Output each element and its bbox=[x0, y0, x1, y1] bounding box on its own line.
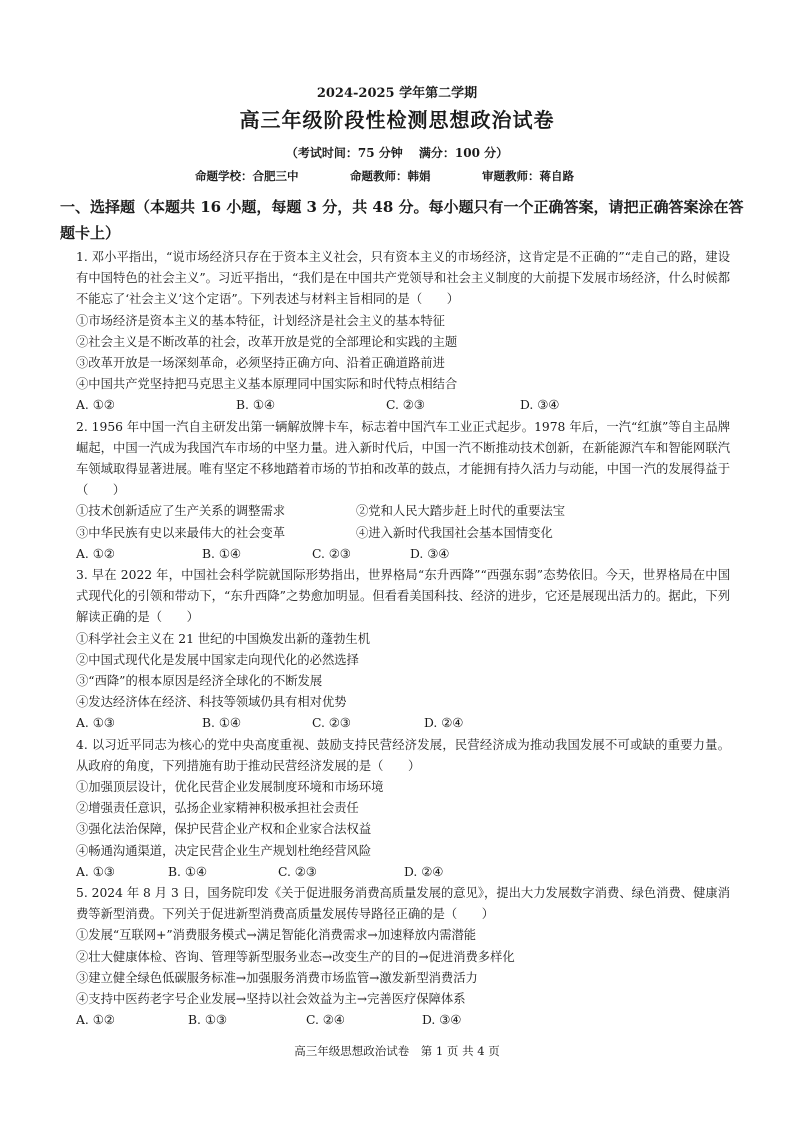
option-a[interactable]: A. ①③ bbox=[76, 716, 115, 731]
option-d[interactable]: D. ③④ bbox=[422, 1013, 462, 1028]
author-school: 命题学校：合肥三中 bbox=[195, 169, 299, 183]
question-stem: 5. 2024 年 8 月 3 日，国务院印发《关于促进服务消费高质量发展的意见》，提出大力发展数字消费、绿色消费、健康消费等新型消费。下列关于促进新型消费高质量发展传导路径正确的是（ ） bbox=[76, 886, 730, 922]
question-stem: 4. 以习近平同志为核心的党中央高度重视、鼓励支持民营经济发展，民营经济成为推动我国发展不可或缺的重要力量。从政府的角度，下列措施有助于推动民营经济发展的是（ ） bbox=[76, 737, 730, 773]
statement: ③建立健全绿色低碳服务标准→加强服务消费市场监管→激发新型消费活力 bbox=[76, 970, 478, 985]
exam-info: （考试时间：75 分钟 满分：100 分） bbox=[285, 146, 509, 160]
option-c[interactable]: C. ②③ bbox=[278, 864, 317, 879]
statement: ④中国共产党坚持把马克思主义基本原理同中国实际和时代特点相结合 bbox=[76, 377, 458, 392]
statement: ①加强顶层设计，优化民营企业发展制度环境和市场环境 bbox=[76, 780, 384, 795]
statement-row bbox=[76, 523, 730, 544]
option-c[interactable]: C. ②③ bbox=[312, 716, 351, 731]
question-3 bbox=[76, 565, 730, 735]
option-b[interactable]: B. ①④ bbox=[202, 716, 241, 731]
option-a[interactable]: A. ①② bbox=[76, 1013, 115, 1028]
answer-options bbox=[76, 713, 730, 734]
statement: ③强化法治保障，保护民营企业产权和企业家合法权益 bbox=[76, 822, 372, 837]
option-c[interactable]: C. ②④ bbox=[306, 1013, 345, 1028]
option-b[interactable]: B. ①④ bbox=[168, 864, 207, 879]
statement: ①发展“互联网+”消费服务模式→满足智能化消费需求→加速释放内需潜能 bbox=[76, 928, 477, 943]
answer-options bbox=[76, 1010, 730, 1031]
statement: ②中国式现代化是发展中国家走向现代化的必然选择 bbox=[76, 652, 359, 667]
option-b[interactable]: B. ①④ bbox=[236, 398, 275, 413]
author-reviewer: 审题教师：蒋自路 bbox=[482, 169, 574, 183]
page-title: 高三年级阶段性检测思想政治试卷 bbox=[239, 108, 555, 132]
question-stem: 2. 1956 年中国一汽自主研发出第一辆解放牌卡车，标志着中国汽车工业正式起步。1978 年后，一汽“红旗”等自主品牌崛起，中国一汽成为我国汽车市场的中坚力量。进入新时代后，中国一汽不断推动技术创新，在新能源汽车和智能网联汽车领域取得显著进展。唯有坚定不移地踏着市场的节拍和改革的鼓点，才能拥有持久活力与动能，中国一汽的发展得益于（ ） bbox=[76, 419, 730, 498]
option-c[interactable]: C. ②③ bbox=[386, 398, 425, 413]
statement: ④畅通沟通渠道，决定民营企业生产规划杜绝经营风险 bbox=[76, 843, 372, 858]
statement: ①技术创新适应了生产关系的调整需求 bbox=[76, 504, 286, 519]
questions bbox=[76, 247, 730, 1031]
option-a[interactable]: A. ①③ bbox=[76, 864, 115, 879]
statement: ④支持中医药老字号企业发展→坚持以社会效益为主→完善医疗保障体系 bbox=[76, 992, 466, 1007]
question-1 bbox=[76, 247, 730, 417]
statement: ④进入新时代我国社会基本国情变化 bbox=[356, 525, 553, 540]
option-a[interactable]: A. ①② bbox=[76, 546, 115, 561]
question-5 bbox=[76, 883, 730, 1031]
page-footer: 高三年级思想政治试卷 第 1 页 共 4 页 bbox=[294, 1044, 500, 1058]
option-b[interactable]: B. ①④ bbox=[202, 546, 241, 561]
option-d[interactable]: D. ③④ bbox=[410, 546, 450, 561]
section-title: 一、选择题（本题共 16 小题，每题 3 分，共 48 分。每小题只有一个正确答案，请把正确答案涂在答题卡上） bbox=[60, 198, 744, 242]
option-c[interactable]: C. ②③ bbox=[312, 546, 351, 561]
option-b[interactable]: B. ①③ bbox=[188, 1013, 227, 1028]
question-stem: 1. 邓小平指出，“说市场经济只存在于资本主义社会，只有资本主义的市场经济，这肯定是不正确的”“走自己的路，建设有中国特色的社会主义”。习近平指出，“我们是在中国共产党领导和社会主义制度的大前提下发展市场经济，什么时候都不能忘了‘社会主义’这个定语”。下列表述与材料主旨相同的是（ ） bbox=[76, 250, 730, 307]
statement: ③中华民族有史以来最伟大的社会变革 bbox=[76, 525, 286, 540]
question-4 bbox=[76, 735, 730, 883]
statement: ②增强责任意识，弘扬企业家精神积极承担社会责任 bbox=[76, 801, 359, 816]
statement: ②壮大健康体检、咨询、管理等新型服务业态→改变生产的目的→促进消费多样化 bbox=[76, 949, 515, 964]
option-d[interactable]: D. ②④ bbox=[404, 864, 444, 879]
statement: ③“西降”的根本原因是经济全球化的不断发展 bbox=[76, 674, 323, 689]
statement: ②党和人民大踏步赶上时代的重要法宝 bbox=[356, 504, 566, 519]
statement: ①市场经济是资本主义的基本特征，计划经济是社会主义的基本特征 bbox=[76, 313, 445, 328]
option-d[interactable]: D. ②④ bbox=[424, 716, 464, 731]
answer-options bbox=[76, 544, 730, 565]
question-stem: 3. 早在 2022 年，中国社会科学院就国际形势指出，世界格局“东升西降”“西强东弱”态势依旧。今天，世界格局在中国式现代化的引领和带动下，“东升西降”之势愈加明显。但看看美国科技、经济的进步，它还是展现出活力的。据此，下列解读正确的是（ ） bbox=[76, 568, 730, 625]
statement: ③改革开放是一场深刻革命，必须坚持正确方向、沿着正确道路前进 bbox=[76, 356, 445, 371]
answer-options bbox=[76, 395, 730, 416]
statement: ①科学社会主义在 21 世纪的中国焕发出新的蓬勃生机 bbox=[76, 631, 370, 646]
option-d[interactable]: D. ③④ bbox=[520, 398, 560, 413]
author-teacher: 命题教师：韩娟 bbox=[350, 169, 431, 183]
statement: ④发达经济体在经济、科技等领域仍具有相对优势 bbox=[76, 695, 347, 710]
question-2 bbox=[76, 417, 730, 565]
option-a[interactable]: A. ①② bbox=[76, 398, 115, 413]
answer-options bbox=[76, 862, 730, 883]
statement: ②社会主义是不断改革的社会，改革开放是党的全部理论和实践的主题 bbox=[76, 334, 458, 349]
statement-row bbox=[76, 501, 730, 522]
term-label: 2024-2025 学年第二学期 bbox=[316, 86, 478, 101]
